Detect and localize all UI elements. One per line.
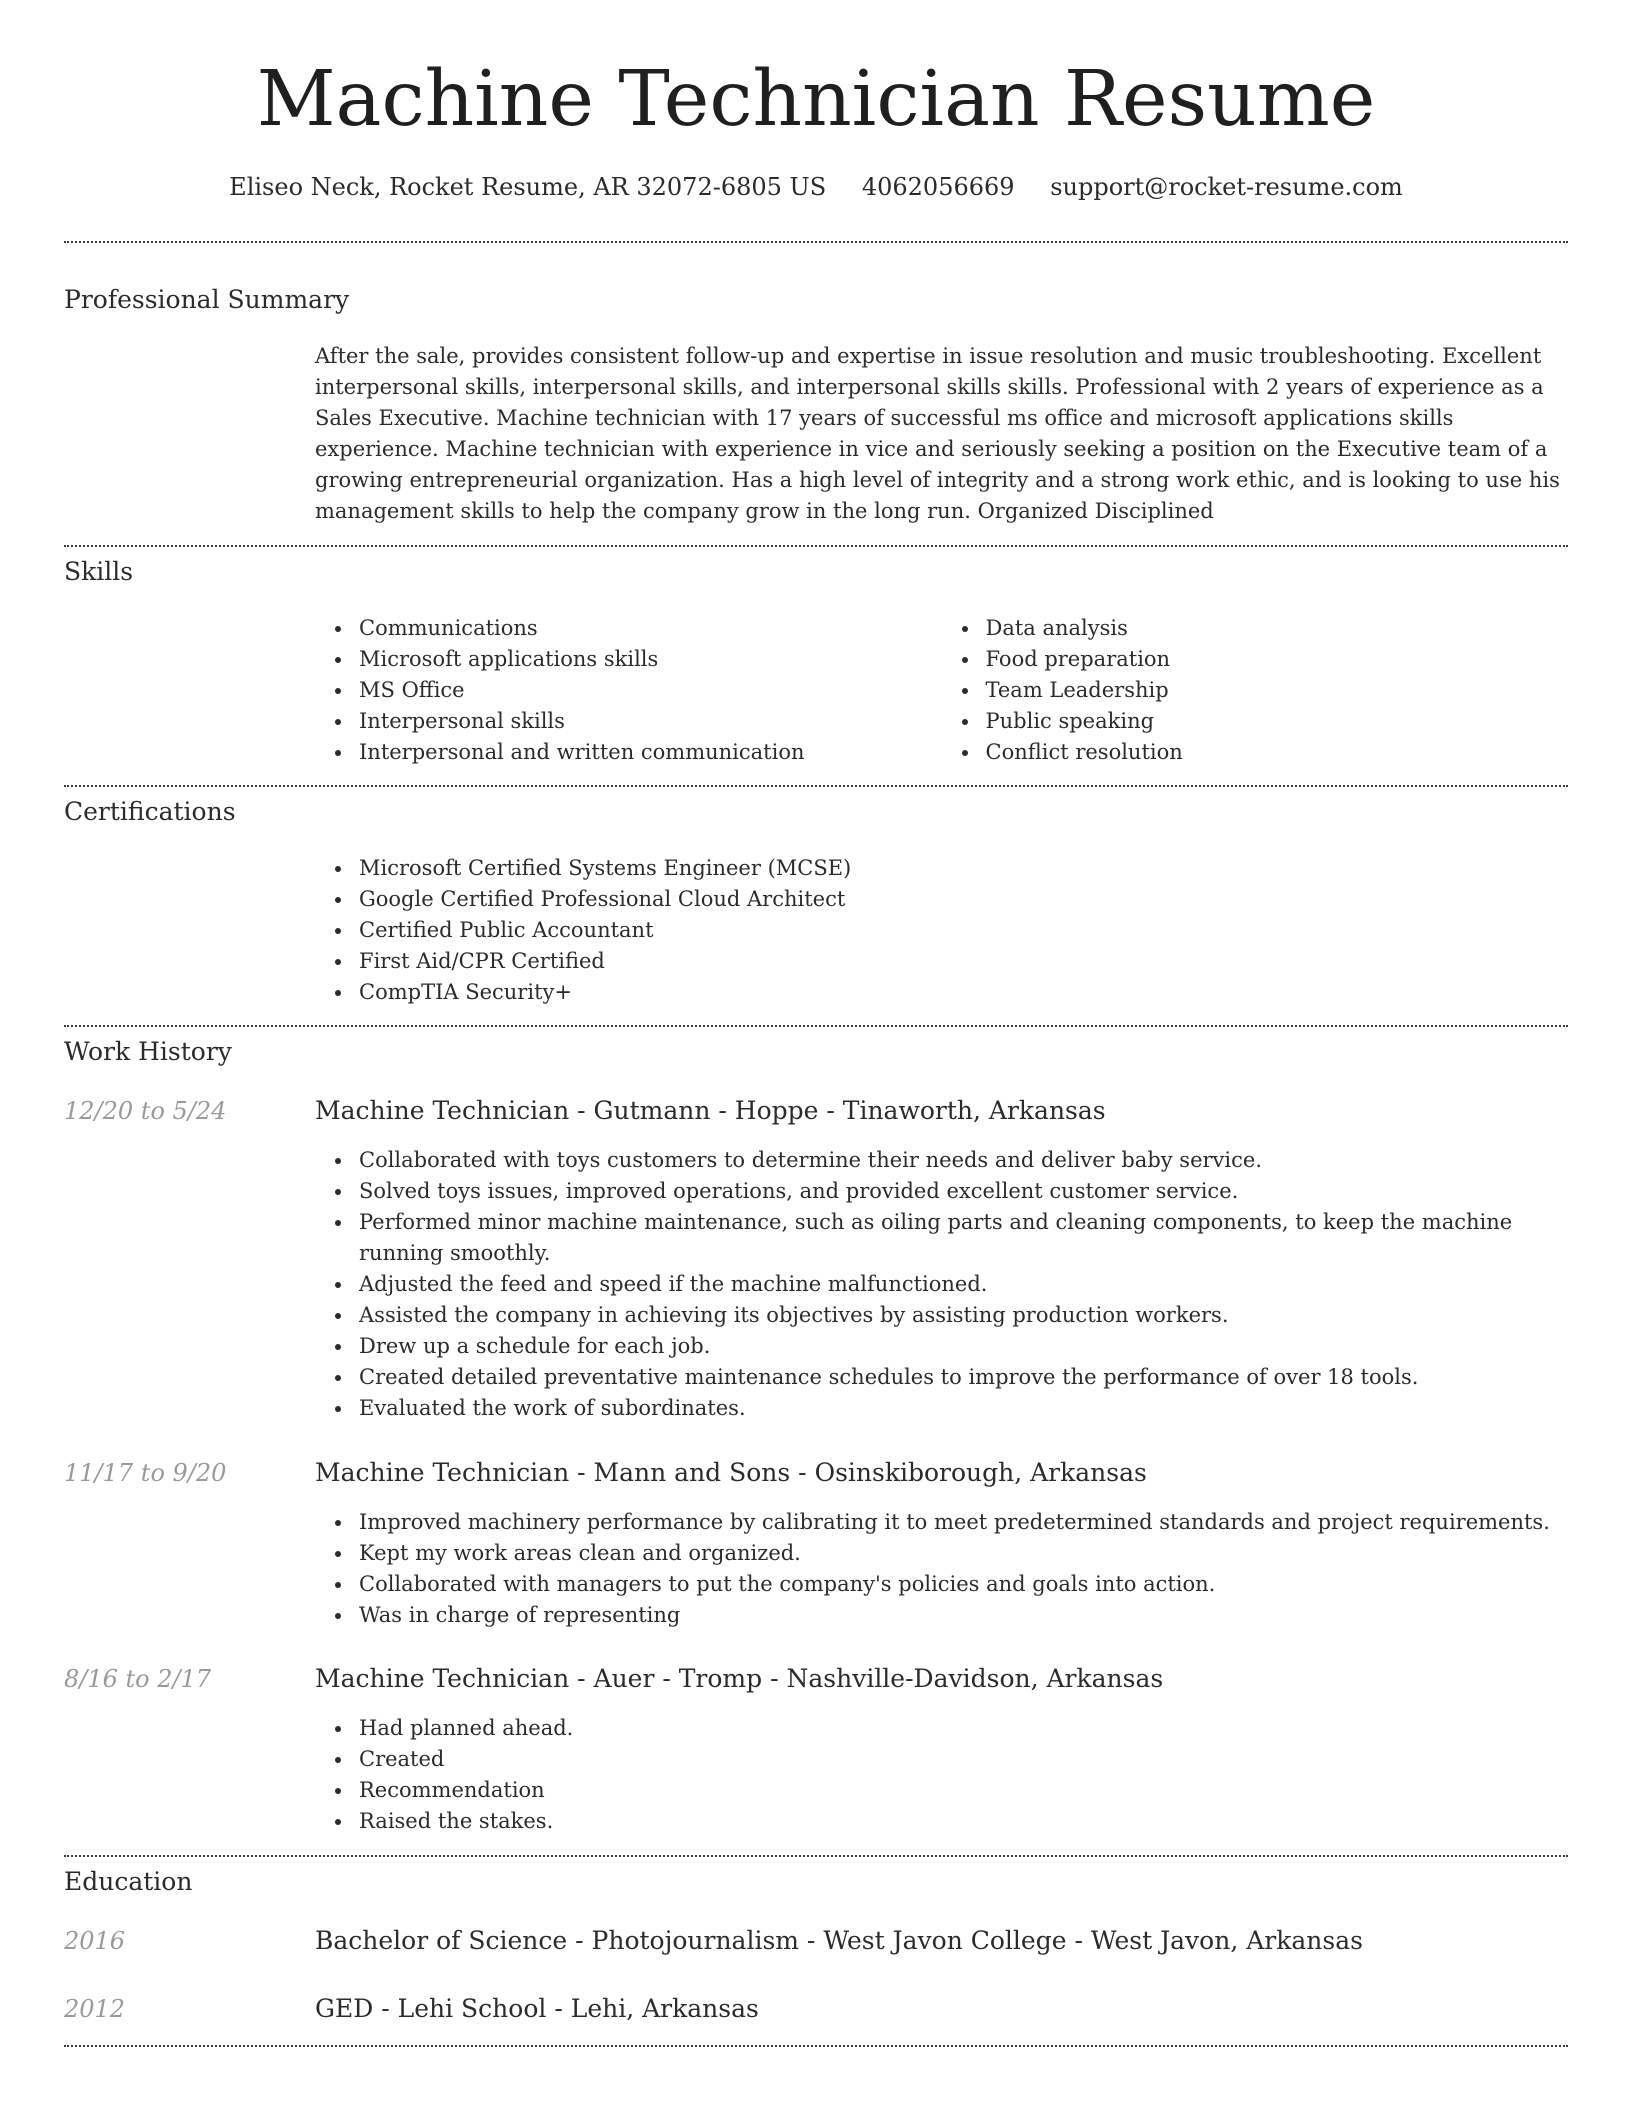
skill-item: Food preparation bbox=[986, 644, 1569, 675]
duty-item: Raised the stakes. bbox=[359, 1806, 1568, 1837]
job-duties bbox=[315, 1507, 1568, 1631]
duty-item: Was in charge of representing bbox=[359, 1600, 1568, 1631]
certification-item: Certified Public Accountant bbox=[359, 915, 1568, 946]
summary-text: After the sale, provides consistent follow-up and expertise in issue resolution and music troubleshooting. Excellent interpersonal skills, interpersonal skills, and interpersonal skills skills. Professional with 2 years of experience as a Sales Executive. Machine technician with 17 years of successful ms office and microsoft applications skills experience. Machine technician with experience in vice and seriously seeking a position on the Executive team of a growing entrepreneurial organization. Has a high level of integrity and a strong work ethic, and is looking to use his management skills to help the company grow in the long run. Organized Disciplined bbox=[315, 344, 1560, 523]
skill-item: Team Leadership bbox=[986, 675, 1569, 706]
certification-item: Microsoft Certified Systems Engineer (MCSE) bbox=[359, 853, 1568, 884]
duty-item: Kept my work areas clean and organized. bbox=[359, 1538, 1568, 1569]
duty-item: Collaborated with managers to put the company's policies and goals into action. bbox=[359, 1569, 1568, 1600]
job-duties-list bbox=[315, 1713, 1568, 1837]
duty-item: Drew up a schedule for each job. bbox=[359, 1331, 1568, 1362]
certification-item: Google Certified Professional Cloud Architect bbox=[359, 884, 1568, 915]
divider bbox=[64, 785, 1568, 787]
certification-item: CompTIA Security+ bbox=[359, 977, 1568, 1008]
job-duties bbox=[315, 1713, 1568, 1837]
divider bbox=[64, 241, 1568, 243]
duty-item: Assisted the company in achieving its objectives by assisting production workers. bbox=[359, 1300, 1568, 1331]
job-title: Machine Technician - Gutmann - Hoppe - Tinaworth, Arkansas bbox=[315, 1096, 1106, 1125]
job-duties-list bbox=[315, 1507, 1568, 1631]
divider bbox=[64, 2045, 1568, 2047]
duty-item: Improved machinery performance by calibrating it to meet predetermined standards and project requirements. bbox=[359, 1507, 1568, 1538]
job-duties bbox=[315, 1145, 1568, 1424]
contact-phone: 4062056669 bbox=[861, 173, 1015, 201]
job-title: Machine Technician - Auer - Tromp - Nashville-Davidson, Arkansas bbox=[315, 1664, 1164, 1693]
summary-body bbox=[315, 341, 1568, 527]
certification-item: First Aid/CPR Certified bbox=[359, 946, 1568, 977]
duty-item: Evaluated the work of subordinates. bbox=[359, 1393, 1568, 1424]
contact-line bbox=[64, 170, 1568, 204]
job-dates: 11/17 to 9/20 bbox=[64, 1459, 227, 1487]
certifications-heading: Certifications bbox=[64, 797, 236, 826]
contact-address: Eliseo Neck, Rocket Resume, AR 32072-6805 US bbox=[229, 173, 827, 201]
job-dates: 12/20 to 5/24 bbox=[64, 1097, 227, 1125]
certifications-body bbox=[315, 853, 1568, 1008]
education-degree: Bachelor of Science - Photojournalism - West Javon College - West Javon, Arkansas bbox=[315, 1926, 1363, 1955]
contact-email: support@rocket-resume.com bbox=[1050, 173, 1403, 201]
education-year: 2016 bbox=[64, 1927, 126, 1955]
education-degree: GED - Lehi School - Lehi, Arkansas bbox=[315, 1994, 759, 2023]
divider bbox=[64, 545, 1568, 547]
skill-item: Data analysis bbox=[986, 613, 1569, 644]
duty-item: Created bbox=[359, 1744, 1568, 1775]
education-year: 2012 bbox=[64, 1995, 126, 2023]
skill-item: Interpersonal skills bbox=[359, 706, 942, 737]
divider bbox=[64, 1855, 1568, 1857]
skills-list-left bbox=[315, 613, 942, 768]
resume-title: Machine Technician Resume bbox=[256, 55, 1376, 144]
education-heading: Education bbox=[64, 1867, 193, 1896]
duty-item: Collaborated with toys customers to determine their needs and deliver baby service. bbox=[359, 1145, 1568, 1176]
duty-item: Solved toys issues, improved operations, and provided excellent customer service. bbox=[359, 1176, 1568, 1207]
skills-heading: Skills bbox=[64, 557, 134, 586]
summary-heading: Professional Summary bbox=[64, 285, 350, 314]
duty-item: Created detailed preventative maintenance schedules to improve the performance of over 18 tools. bbox=[359, 1362, 1568, 1393]
skill-item: Microsoft applications skills bbox=[359, 644, 942, 675]
skill-item: Communications bbox=[359, 613, 942, 644]
skills-body bbox=[315, 613, 1568, 768]
job-duties-list bbox=[315, 1145, 1568, 1424]
job-title: Machine Technician - Mann and Sons - Osinskiborough, Arkansas bbox=[315, 1458, 1147, 1487]
certifications-list bbox=[315, 853, 1568, 1008]
skill-item: Interpersonal and written communication bbox=[359, 737, 942, 768]
job-dates: 8/16 to 2/17 bbox=[64, 1665, 212, 1693]
skill-item: Conflict resolution bbox=[986, 737, 1569, 768]
duty-item: Had planned ahead. bbox=[359, 1713, 1568, 1744]
skill-item: Public speaking bbox=[986, 706, 1569, 737]
duty-item: Performed minor machine maintenance, such as oiling parts and cleaning components, to keep the machine running smoothly. bbox=[359, 1207, 1568, 1269]
skills-list-right bbox=[942, 613, 1569, 768]
duty-item: Recommendation bbox=[359, 1775, 1568, 1806]
skill-item: MS Office bbox=[359, 675, 942, 706]
divider bbox=[64, 1025, 1568, 1027]
duty-item: Adjusted the feed and speed if the machine malfunctioned. bbox=[359, 1269, 1568, 1300]
work-heading: Work History bbox=[64, 1037, 232, 1066]
